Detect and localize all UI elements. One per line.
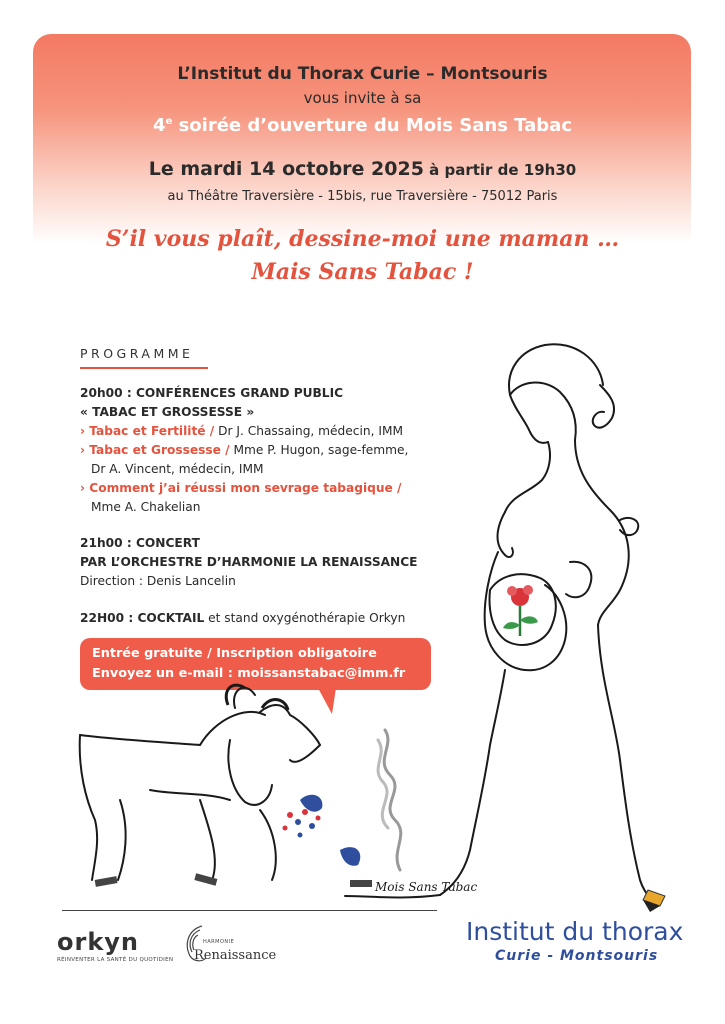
cocktail-text: et stand oxygénothérapie Orkyn	[204, 611, 406, 625]
drawing-signature: Mois Sans Tabac	[375, 880, 478, 894]
conference-time: 20h00 : CONFÉRENCES GRAND PUBLIC	[80, 386, 344, 400]
renaissance-logo: Renaissance	[194, 948, 277, 963]
event-venue: au Théâtre Traversière - 15bis, rue Traversière - 75012 Paris	[167, 189, 558, 204]
event-time: à partir de 19h30	[423, 161, 577, 179]
soiree-text: soirée d’ouverture du Mois Sans Tabac	[172, 115, 572, 136]
institut-logo-b: du thorax	[554, 917, 684, 946]
institut-thorax-logo	[466, 917, 683, 946]
slogan-line-1: S’il vous plaît, dessine-moi une maman …	[105, 226, 620, 252]
email-line[interactable]: Envoyez un e-mail : moissanstabac@imm.fr	[92, 666, 406, 681]
talk-2-speaker-2: Dr A. Vincent, médecin, IMM	[91, 462, 264, 476]
event-date-main: Le mardi 14 octobre 2025	[148, 158, 424, 180]
cocktail-time: 22H00 : COCKTAIL	[80, 611, 205, 625]
talk-2-speaker: Mme P. Hugon, sage-femme,	[229, 443, 409, 457]
concert-time: 21h00 : CONCERT	[80, 536, 200, 550]
institut-logo-a: Institut	[466, 917, 555, 946]
talk-3-title: › Comment j’ai réussi mon sevrage tabagique /	[80, 481, 402, 495]
talk-1-speaker: Dr J. Chassaing, médecin, IMM	[214, 424, 403, 438]
concert-direction: Direction : Denis Lancelin	[80, 574, 236, 588]
talk-1-title: › Tabac et Fertilité /	[80, 424, 215, 438]
talk-3-speaker: Mme A. Chakelian	[91, 500, 201, 514]
conference-theme: « TABAC ET GROSSESSE »	[80, 405, 255, 419]
renaissance-harmonie: HARMONIE	[203, 939, 235, 945]
talk-2-title: › Tabac et Grossesse /	[80, 443, 230, 457]
goat-flower-spots	[283, 795, 361, 866]
programme-title: PROGRAMME	[80, 346, 194, 361]
goat-illustration	[80, 688, 320, 880]
orkyn-logo: orkyn	[57, 928, 140, 956]
flower-icon	[503, 585, 538, 636]
institut-thorax-subtitle: Curie - Montsouris	[495, 948, 659, 964]
footer-divider	[62, 910, 437, 911]
orkyn-tagline: RÉINVENTER LA SANTÉ DU QUOTIDIEN	[57, 957, 174, 963]
concert-name: PAR L’ORCHESTRE D’HARMONIE LA RENAISSANCE	[80, 555, 418, 569]
cigarette-butts	[95, 873, 372, 887]
slogan-line-2: Mais Sans Tabac !	[251, 259, 474, 285]
registration-line: Entrée gratuite / Inscription obligatoire	[92, 646, 377, 661]
invite-line: vous invite à sa	[303, 89, 422, 107]
smoke-illustration	[378, 730, 401, 870]
institute-name: L’Institut du Thorax Curie – Montsouris	[177, 64, 548, 84]
soiree-number: 4	[152, 115, 166, 136]
soiree-sup: e	[165, 116, 173, 127]
pencil-icon	[643, 890, 665, 912]
